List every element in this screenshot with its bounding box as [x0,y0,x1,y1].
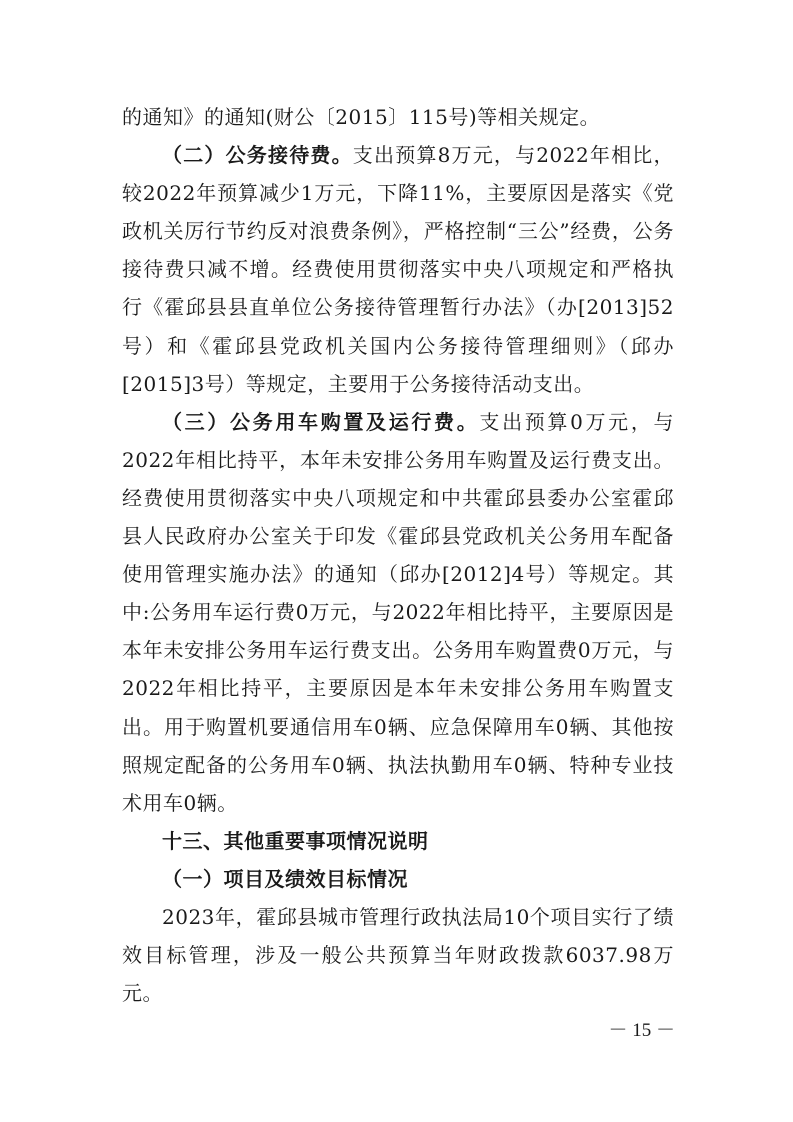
page-number: － 15 － [608,1020,675,1041]
vehicle-fee-body: 支出预算0万元，与2022年相比持平，本年未安排公务用车购置及运行费支出。经费使用贯彻落实中央八项规定和中共霍邱县委办公室霍邱县人民政府办公室关于印发《霍邱县党政机关公务用车配备使用管理实施办法》的通知（邱办[2012]4号）等规定。其中:公务用车运行费0万元，与2022年相比持平，主要原因是本年未安排公务用车运行费支出。公务用车购置费0万元，与2022年相比持平，主要原因是本年未安排公务用车购置支出。用于购置机要通信用车0辆、应急保障用车0辆、其他按照规定配备的公务用车0辆、执法执勤用车0辆、特种专业技术用车0辆。 [122,409,675,815]
continuation-paragraph: 的通知》的通知(财公〔2015〕115号)等相关规定。 [122,105,601,129]
vehicle-fee-title: （三）公务用车购置及运行费。 [162,409,480,434]
project-performance-paragraph: 2023年，霍邱县城市管理行政执法局10个项目实行了绩效目标管理，涉及一般公共预算当年财政拨款6037.98万元。 [122,904,674,1006]
reception-fee-title: （二）公务接待费。 [162,143,353,168]
section-13-heading: 十三、其他重要事项情况说明 [162,828,429,853]
reception-fee-body: 支出预算8万元，与2022年相比，较2022年预算减少1万元，下降11%，主要原因是落实《党政机关厉行节约反对浪费条例》，严格控制“三公”经费，公务接待费只减不增。经费使用贯彻落实中央八项规定和严格执行《霍邱县县直单位公务接待管理暂行办法》（办[2013]52号）和《霍邱县党政机关国内公务接待管理细则》（邱办[2015]3号）等规定，主要用于公务接待活动支出。 [122,143,675,396]
reception-fee-paragraph [122,136,674,403]
project-performance-subheading: （一）项目及绩效目标情况 [162,866,408,891]
document-body [122,98,674,1012]
vehicle-fee-paragraph [122,403,674,822]
